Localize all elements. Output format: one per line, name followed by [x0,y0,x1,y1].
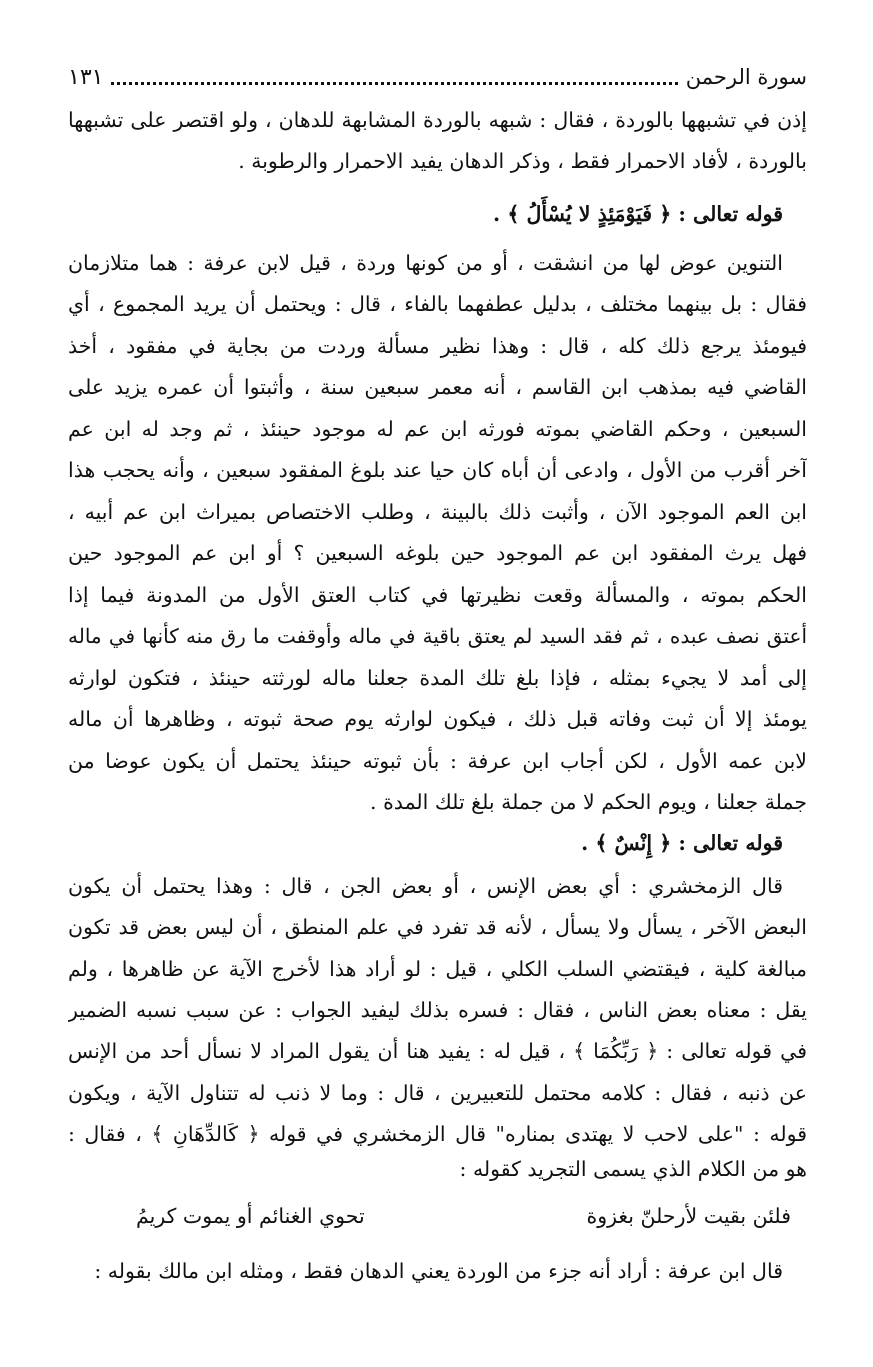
text-line: بالوردة ، لأفاد الاحمرار فقط ، وذكر الدهان يفيد الاحمرار والرطوبة . [238,149,807,173]
text-line: عن ذنبه ، فقال : كلامه محتمل للتعبيرين ، قال : وما لا ذنب له تتناول الآية ، ويكون [68,1081,807,1105]
text-line: فهل يرث المفقود ابن عم الموجود حين بلوغه السبعين ؟ أو ابن عم الموجود حين [68,541,807,565]
text-line: السبعين ، وحكم القاضي بموته فورثه ابن عم له موجود حينئذ ، ثم وجد له ابن عم [68,417,807,441]
text-line: إلى أمد لا يجيء بمثله ، فإذا بلغ تلك المدة جعلنا ماله لورثته حينئذ ، فتكون لوارثه [68,666,807,690]
page-number: ١٣١ [68,64,104,90]
text-line: آخر أقرب من الأول ، وادعى أن أباه كان حيا عند بلوغ المفقود سبعين ، وأنه يحجب هذا [68,458,807,482]
text-line: التنوين عوض لها من انشقت ، أو من كونها وردة ، قيل لابن عرفة : هما متلازمان [68,251,783,275]
text-line: قوله : "على لاحب لا يهتدى بمناره" قال الزمخشري في قوله ﴿ كَالدِّهَانِ ﴾ ، فقال : [68,1122,807,1146]
verse-heading: قوله تعالى : ﴿ إِنْسٌ ﴾ . [581,831,783,855]
text-line: فيومئذ يرجع ذلك كله ، قال : وهذا نظير مسألة وردت من بجاية في مفقود ، أخذ [68,334,807,358]
text-line: مبالغة كلية ، فيقتضي السلب الكلي ، قيل : لو أراد هذا لأخرج الآية عن ظاهرها ، ولم [68,957,807,981]
text-line: يومئذ إلا أن ثبت وفاته قبل ذلك ، فيكون لوارثه يوم صحة ثبوته ، وظاهرها أن ماله [68,707,807,731]
text-line: القاضي فيه بمذهب ابن القاسم ، أنه معمر سبعين سنة ، وأثبتوا أن عمره يزيد على [68,375,807,399]
text-line: إذن في تشبهها بالوردة ، فقال : شبهه بالوردة المشابهة للدهان ، ولو اقتصر على تشبهها [68,108,807,132]
poem-hemistich-second: تحوي الغنائم أو يموت كريمُ [136,1204,365,1228]
text-line: هو من الكلام الذي يسمى التجريد كقوله : [459,1157,807,1181]
text-line: قال الزمخشري : أي بعض الإنس ، أو بعض الجن ، قال : وهذا يحتمل أن يكون [68,874,783,898]
text-line: البعض الآخر ، يسأل ولا يسأل ، لأنه قد تفرد في علم المنطق ، أن ليس بعض قد تكون [68,915,807,939]
text-line: قال ابن عرفة : أراد أنه جزء من الوردة يعني الدهان فقط ، ومثله ابن مالك بقوله : [94,1259,783,1283]
text-line: يقل : معناه بعض الناس ، فقال : فسره بذلك ليفيد الجواب : عن سبب نسبه الضمير [68,998,807,1022]
surah-title: سورة الرحمن [685,65,807,89]
text-line: فقال : بل بينهما مختلف ، بدليل عطفهما بالفاء ، قال : ويحتمل أن يريد المجموع ، أي [68,292,807,316]
running-header [68,62,807,92]
text-line: في قوله تعالى : ﴿ رَبِّكُمَا ﴾ ، قيل له : يفيد هنا أن يقول المراد لا نسأل أحد من الإنس [68,1039,807,1063]
text-line: جملة جعلنا ، ويوم الحكم لا من جملة بلغ تلك المدة . [370,790,807,814]
text-line: أعتق نصف عبده ، ثم فقد السيد لم يعتق باقية في ماله وأوقفت ما رق منه كأنها في ماله [68,624,807,648]
text-line: الحكم بموته ، والمسألة وقعت نظيرتها في كتاب العتق الأول من المدونة فيما إذا [68,583,807,607]
text-line: لابن عمه الأول ، لكن أجاب ابن عرفة : بأن ثبوته حينئذ يحتمل أن يكون عوضا من [68,749,807,773]
verse-heading: قوله تعالى : ﴿ فَيَوْمَئِذٍ لا يُسْأَلُ ﴾ . [493,202,783,226]
header-dot-leader [111,82,677,85]
poem-hemistich-first: فلئن بقيت لأرحلنّ بغزوة [586,1204,791,1228]
text-line: ابن العم الموجود الآن ، وأثبت ذلك بالبينة ، وطلب الاختصاص بميراث ابن عم أبيه ، [68,500,807,524]
